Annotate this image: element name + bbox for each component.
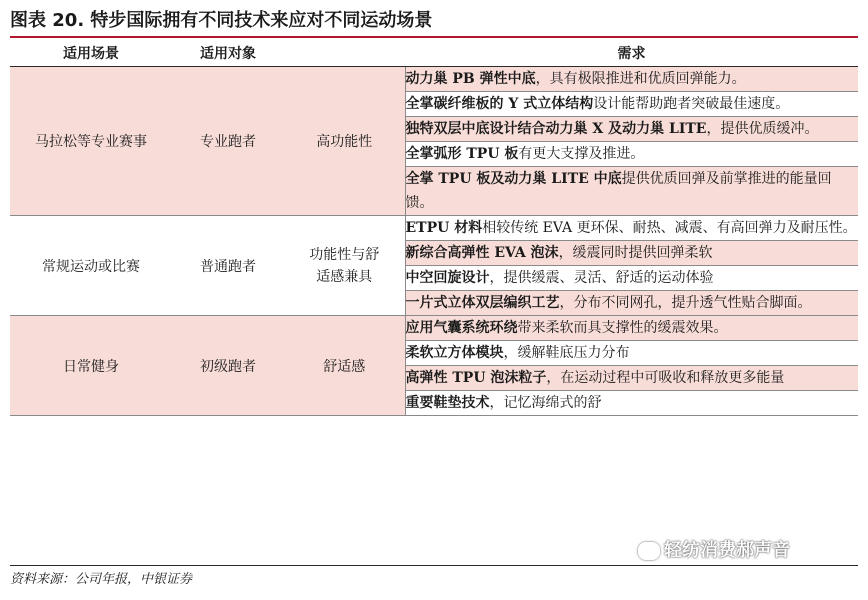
cell-need: 中空回旋设计，提供缓震、灵活、舒适的运动体验: [405, 266, 858, 291]
cell-performance: 舒适感: [284, 316, 405, 416]
table-row: [10, 216, 858, 241]
cell-performance: 高功能性: [284, 67, 405, 216]
header-needs: 需求: [405, 40, 858, 67]
table-row: [10, 67, 858, 92]
cell-need: 全掌碳纤维板的 Y 式立体结构设计能帮助跑者突破最佳速度。: [405, 92, 858, 117]
cell-need: 柔软立方体模块，缓解鞋底压力分布: [405, 341, 858, 366]
table-header-row: [10, 40, 858, 67]
cell-performance: 功能性与舒适感兼具: [284, 216, 405, 316]
cell-scene: 常规运动或比赛: [10, 216, 172, 316]
cell-need: 新综合高弹性 EVA 泡沫，缓震同时提供回弹柔软: [405, 241, 858, 266]
cell-need: 全掌 TPU 板及动力巢 LITE 中底提供优质回弹及前掌推进的能量回馈。: [405, 167, 858, 216]
cell-need: 全掌弧形 TPU 板有更大支撑及推进。: [405, 142, 858, 167]
wechat-icon: [638, 542, 660, 560]
cell-target: 专业跑者: [172, 67, 284, 216]
cell-scene: 日常健身: [10, 316, 172, 416]
cell-target: 初级跑者: [172, 316, 284, 416]
cell-need: 重要鞋垫技术，记忆海绵式的舒: [405, 391, 858, 416]
cell-need: 一片式立体双层编织工艺，分布不同网孔，提升透气性贴合脚面。: [405, 291, 858, 316]
cell-target: 普通跑者: [172, 216, 284, 316]
figure-title: 图表 20. 特步国际拥有不同技术来应对不同运动场景: [10, 10, 433, 31]
tech-table: [10, 40, 858, 416]
title-rule: [10, 36, 858, 38]
source-note: 资料来源：公司年报，中银证券: [10, 572, 193, 587]
header-scene: 适用场景: [10, 40, 172, 67]
table-row: [10, 316, 858, 341]
cell-need: ETPU 材料相较传统 EVA 更环保、耐热、减震、有高回弹力及耐压性。: [405, 216, 858, 241]
watermark: 轻纺消费郝声音: [638, 536, 790, 562]
header-spacer: [284, 40, 405, 67]
cell-need: 高弹性 TPU 泡沫粒子，在运动过程中可吸收和释放更多能量: [405, 366, 858, 391]
cell-need: 动力巢 PB 弹性中底，具有极限推进和优质回弹能力。: [405, 67, 858, 92]
cell-need: 独特双层中底设计结合动力巢 X 及动力巢 LITE，提供优质缓冲。: [405, 117, 858, 142]
source-rule: [10, 565, 858, 566]
cell-need: 应用气囊系统环绕带来柔软而具支撑性的缓震效果。: [405, 316, 858, 341]
cell-scene: 马拉松等专业赛事: [10, 67, 172, 216]
header-target: 适用对象: [172, 40, 284, 67]
